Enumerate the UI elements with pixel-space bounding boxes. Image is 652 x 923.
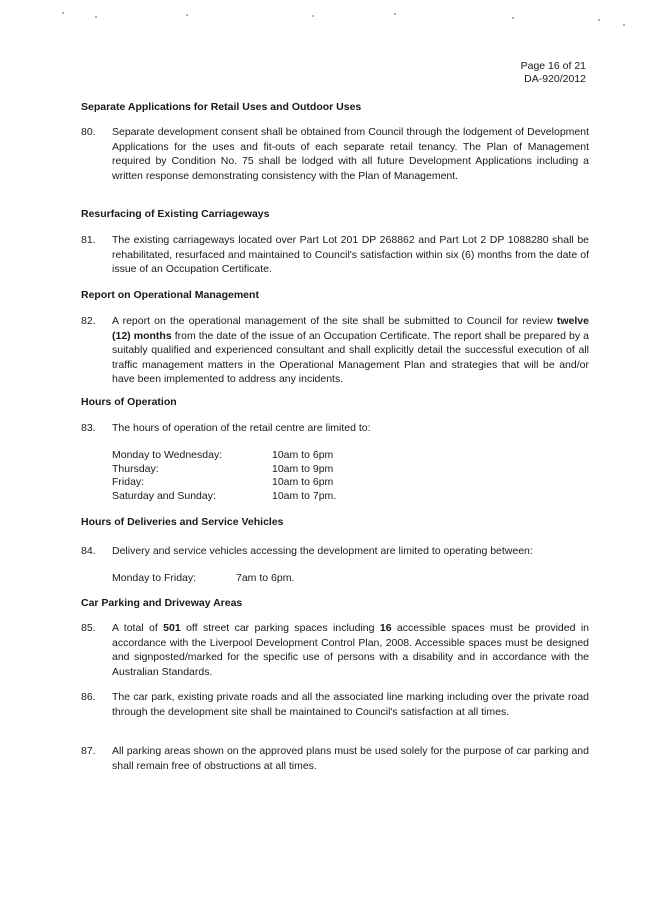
scan-speck (623, 24, 625, 26)
condition-80 (81, 125, 589, 183)
hours-day: Saturday and Sunday: (112, 489, 216, 502)
bold-term: twelve (12) months (112, 315, 589, 342)
condition-84 (81, 544, 589, 559)
hours-row (112, 490, 336, 504)
text-span: off street car parking spaces including (180, 622, 380, 634)
scan-speck (186, 14, 188, 16)
scan-speck (598, 19, 600, 21)
scan-speck (512, 17, 514, 19)
section-heading: Separate Applications for Retail Uses and Outdoor Uses (81, 101, 362, 113)
text-span: A total of (112, 622, 164, 634)
hours-day: Thursday: (112, 462, 159, 475)
section-heading: Car Parking and Driveway Areas (81, 597, 243, 609)
scan-speck (312, 15, 314, 17)
scan-speck (62, 12, 64, 14)
scan-speck (394, 13, 396, 15)
condition-text (112, 621, 589, 679)
hours-time: 10am to 6pm (272, 449, 334, 461)
hours-row (112, 463, 336, 477)
page-number: Page 16 of 21 (520, 60, 586, 72)
condition-text: The car park, existing private roads and all the associated line marking including over the private road through the development site shall be maintained to Council's satisfaction at all times. (112, 691, 589, 718)
section-heading: Report on Operational Management (81, 289, 259, 301)
condition-number: 82. (81, 315, 96, 327)
bold-term: 501 (163, 622, 181, 634)
condition-number: 86. (81, 691, 96, 703)
page-header (521, 60, 586, 86)
condition-text: Separate development consent shall be obtained from Council through the lodgement of Development Applications for the uses and fit-outs of each separate retail tenancy. The Plan of Management required by Condition No. 75 shall be lodged with all future Development Applications including a written response demonstrating consistency with the Plan of Management. (112, 126, 589, 182)
hours-row (112, 476, 336, 490)
condition-85 (81, 621, 589, 679)
section-heading: Hours of Deliveries and Service Vehicles (81, 516, 284, 528)
condition-number: 87. (81, 745, 96, 757)
condition-text: The existing carriageways located over Part Lot 201 DP 268862 and Part Lot 2 DP 1088280 shall be rehabilitated, resurfaced and maintained to Council's satisfaction within six (6) months from the date of issue of an Occupation Certificate. (112, 234, 589, 275)
text-span: accessible spaces must be provided in accordance with the Liverpool Development Control Plan, 2008. Accessible spaces must be designed and signposted/marked for the specific use of persons with a disability and in accordance with the Australian Standards. (112, 622, 590, 678)
delivery-day: Monday to Friday: (112, 572, 197, 584)
delivery-time: 7am to 6pm. (236, 572, 295, 584)
bold-term: 16 (379, 622, 392, 634)
condition-number: 80. (81, 126, 96, 138)
hours-row (112, 449, 336, 463)
document-reference: DA-920/2012 (524, 73, 586, 85)
hours-time: 10am to 7pm. (272, 489, 337, 502)
hours-time: 10am to 9pm (272, 462, 334, 475)
condition-text: Delivery and service vehicles accessing the development are limited to operating between: (112, 545, 533, 557)
scan-speck (95, 16, 97, 18)
hours-day: Friday: (112, 476, 145, 488)
condition-86 (81, 690, 589, 719)
condition-87 (81, 744, 589, 773)
condition-81 (81, 233, 589, 277)
condition-number: 81. (81, 234, 96, 246)
section-heading: Hours of Operation (81, 396, 177, 408)
condition-text: All parking areas shown on the approved plans must be used solely for the purpose of car parking and shall remain free of obstructions at all times. (112, 745, 589, 772)
condition-text (112, 314, 589, 387)
condition-82 (81, 314, 589, 387)
text-span: A report on the operational management of the site shall be submitted to Council for review (112, 315, 557, 327)
condition-text: The hours of operation of the retail centre are limited to: (112, 422, 371, 434)
section-heading: Resurfacing of Existing Carriageways (81, 208, 270, 220)
condition-83 (81, 421, 589, 436)
delivery-hours (112, 572, 294, 584)
hours-day: Monday to Wednesday: (112, 449, 223, 461)
text-span: from the date of the issue of an Occupation Certificate. The report shall be prepared by a suitably qualified and experienced consultant and shall explicitly detail the successful execution of all traffic management matters in the Operational Management Plan and strategies that will be and/or have been implemented to address any incidents. (112, 329, 589, 385)
condition-number: 83. (81, 422, 96, 434)
condition-number: 84. (81, 545, 96, 557)
hours-time: 10am to 6pm (272, 476, 334, 488)
operating-hours-table (112, 449, 336, 503)
condition-number: 85. (81, 622, 96, 634)
